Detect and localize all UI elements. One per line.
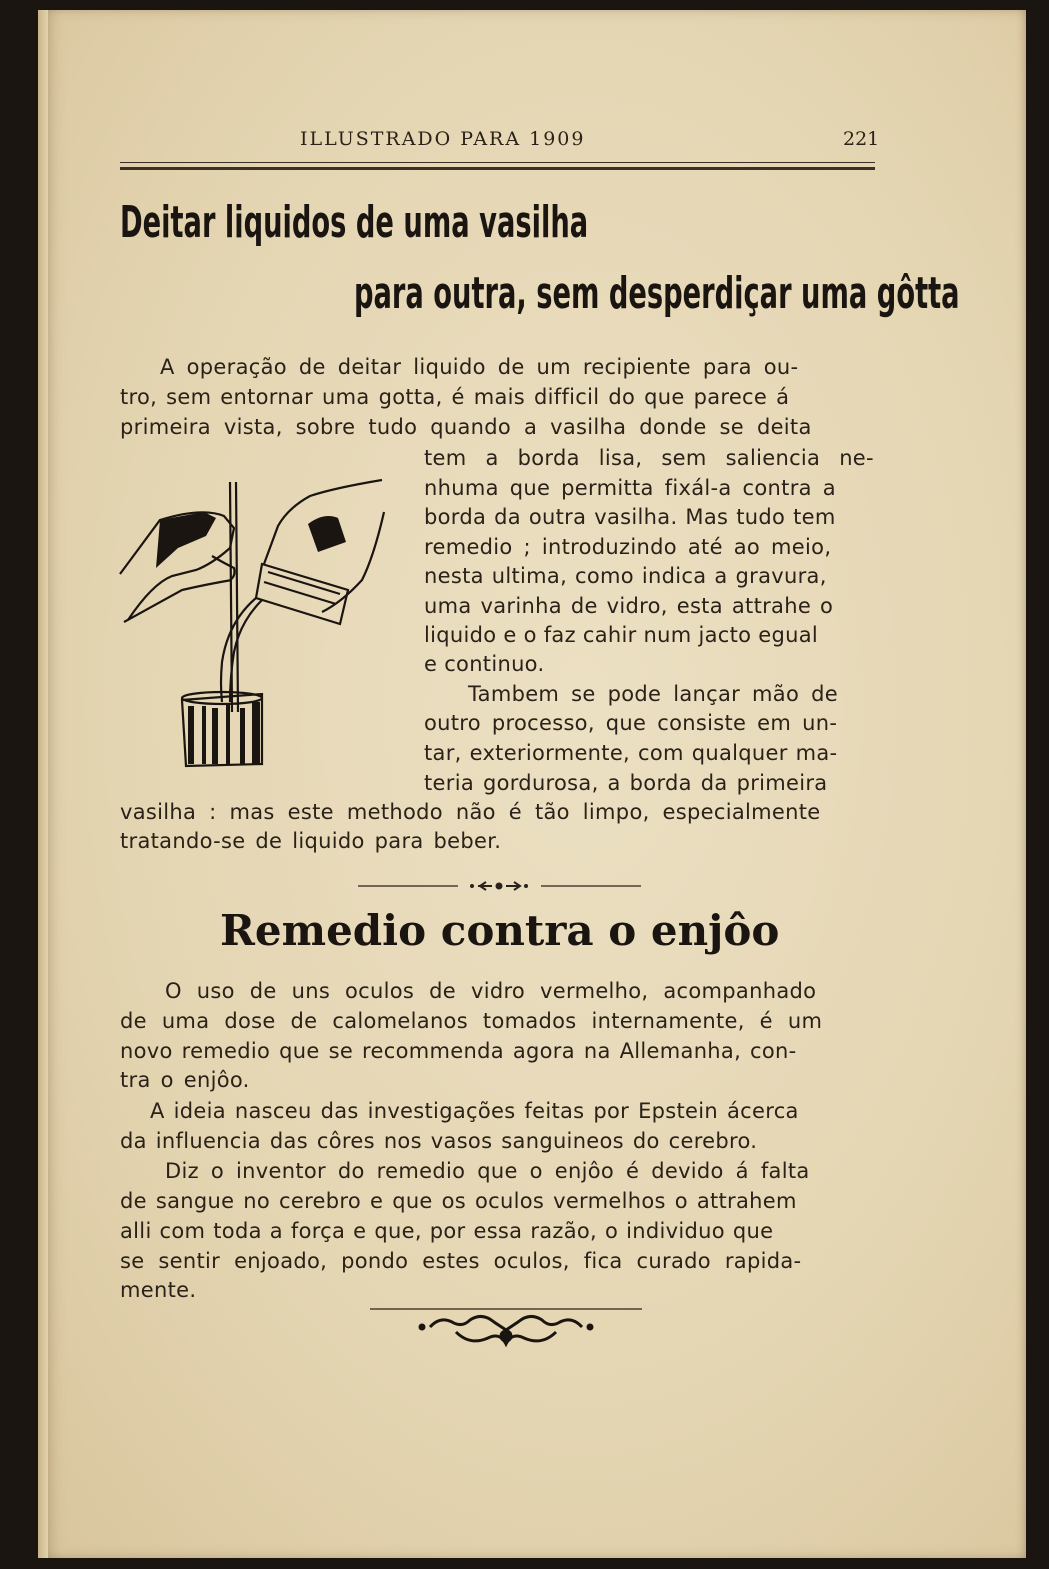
page-gutter bbox=[38, 10, 48, 1558]
body-line: A operação de deitar liquido de um recipiente para ou- bbox=[160, 355, 799, 379]
body-line: outro processo, que consiste em un- bbox=[424, 711, 838, 735]
body-line: borda da outra vasilha. Mas tudo tem bbox=[424, 505, 836, 529]
body-line: primeira vista, sobre tudo quando a vasilha donde se deita bbox=[120, 415, 812, 439]
body-line: liquido e o faz cahir num jacto egual bbox=[424, 623, 819, 647]
body-line: remedio ; introduzindo até ao meio, bbox=[424, 535, 832, 559]
running-head: ILLUSTRADO PARA 1909 bbox=[300, 128, 586, 150]
body-line: tem a borda lisa, sem saliencia ne- bbox=[424, 446, 874, 470]
body-line: A ideia nasceu das investigações feitas por Epstein ácerca bbox=[150, 1099, 799, 1123]
body-line: nhuma que permitta fixál-a contra a bbox=[424, 476, 836, 500]
body-line: da influencia das côres nos vasos sanguineos do cerebro. bbox=[120, 1129, 758, 1153]
body-line: de uma dose de calomelanos tomados internamente, é um bbox=[120, 1009, 823, 1033]
body-line: Diz o inventor do remedio que o enjôo é devido á falta bbox=[165, 1159, 810, 1183]
header-rule bbox=[120, 162, 875, 163]
body-line: e continuo. bbox=[424, 652, 545, 676]
body-line: uma varinha de vidro, esta attrahe o bbox=[424, 594, 834, 618]
body-line: se sentir enjoado, pondo estes oculos, fica curado rapida- bbox=[120, 1249, 802, 1273]
body-line: nesta ultima, como indica a gravura, bbox=[424, 564, 827, 588]
body-line: O uso de uns oculos de vidro vermelho, acompanhado bbox=[165, 979, 817, 1003]
body-line: mente. bbox=[120, 1278, 197, 1302]
article-title: Remedio contra o enjôo bbox=[220, 906, 780, 955]
header-rule-thick bbox=[120, 167, 875, 170]
body-line: tratando-se de liquido para beber. bbox=[120, 829, 502, 853]
pouring-liquid-illustration-icon bbox=[112, 472, 392, 777]
body-line: Tambem se pode lançar mão de bbox=[468, 682, 838, 706]
body-line: novo remedio que se recommenda agora na Allemanha, con- bbox=[120, 1039, 797, 1063]
article-title-line1: Deitar liquidos de uma vasilha bbox=[120, 197, 589, 248]
body-line: vasilha : mas este methodo não é tão limpo, especialmente bbox=[120, 800, 821, 824]
body-line: tra o enjôo. bbox=[120, 1068, 250, 1092]
body-line: de sangue no cerebro e que os oculos vermelhos o attrahem bbox=[120, 1189, 797, 1213]
article-title-line2: para outra, sem desperdiçar uma gôtta bbox=[354, 268, 960, 319]
body-line: teria gordurosa, a borda da primeira bbox=[424, 771, 828, 795]
body-line: tar, exteriormente, com qualquer ma- bbox=[424, 741, 838, 765]
page-number: 221 bbox=[843, 128, 880, 150]
body-line: tro, sem entornar uma gotta, é mais difficil do que parece á bbox=[120, 385, 790, 409]
body-line: alli com toda a força e que, por essa razão, o individuo que bbox=[120, 1219, 774, 1243]
ornamental-separator-icon bbox=[358, 880, 641, 892]
floral-ornament-icon bbox=[370, 1306, 642, 1352]
